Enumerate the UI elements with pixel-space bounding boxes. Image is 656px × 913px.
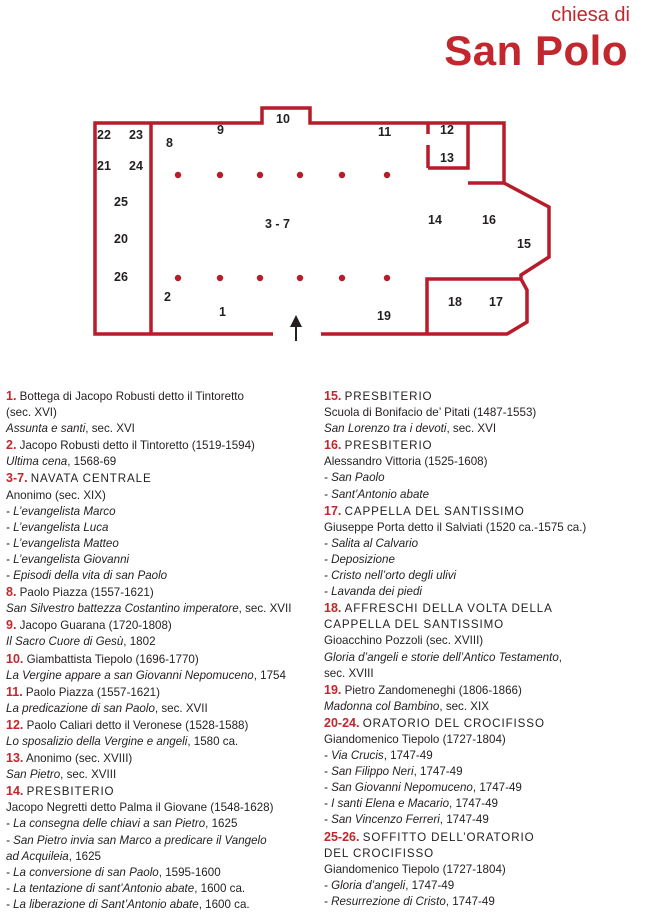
legend-line xyxy=(6,552,314,568)
legend-number: 12. xyxy=(6,717,24,732)
legend-line xyxy=(6,488,314,504)
legend-line xyxy=(6,701,314,717)
legend-text: - San Pietro invia san Marco a predicare il Vangelo xyxy=(6,833,267,847)
legend-heading: NAVATA CENTRALE xyxy=(30,472,152,486)
legend-number: 18. xyxy=(324,601,342,616)
legend-number: 11. xyxy=(6,684,23,699)
legend-text: - Sant’Antonio abate xyxy=(324,487,430,501)
legend-line xyxy=(6,865,314,881)
legend-text: Gioacchino Pozzoli (sec. XVIII) xyxy=(324,634,484,648)
legend-text: Madonna col Bambino xyxy=(324,699,440,713)
legend-heading: PRESBITERIO xyxy=(344,439,433,453)
legend-entry xyxy=(6,388,314,437)
legend-line xyxy=(324,633,654,649)
legend-number: 13. xyxy=(6,751,24,766)
legend-date: , 1600 ca. xyxy=(194,881,246,895)
legend-text: (sec. XVI) xyxy=(6,406,57,420)
legend-text: Ultima cena xyxy=(6,455,68,469)
legend-line xyxy=(324,829,654,846)
plan-label-19: 19 xyxy=(377,309,391,323)
legend-line xyxy=(324,764,654,780)
legend-line xyxy=(6,470,314,487)
chapel-17-18 xyxy=(427,279,521,334)
legend-line xyxy=(324,437,654,454)
legend-number: 19. xyxy=(324,682,342,697)
legend-date: , xyxy=(558,650,563,664)
legend-text: - Deposizione xyxy=(324,552,395,566)
legend-line xyxy=(6,767,314,783)
legend-date: , sec. XVII xyxy=(154,701,208,715)
legend-number: 16. xyxy=(324,438,342,453)
legend-line xyxy=(6,405,314,421)
legend-heading: DEL CROCIFISSO xyxy=(324,846,435,860)
legend-date: , 1747-49 xyxy=(383,749,433,763)
legend-line xyxy=(6,750,314,767)
legend-date: , 1747-49 xyxy=(439,813,489,827)
legend-text: Scuola di Bonifacio de’ Pitati (1487-1553) xyxy=(324,406,537,420)
legend-number: 14. xyxy=(6,784,24,799)
legend-number: 20-24. xyxy=(324,715,360,730)
legend-heading: CAPPELLA DEL SANTISSIMO xyxy=(324,618,505,632)
legend-right-column xyxy=(324,388,654,910)
legend-text: Paolo Piazza (1557-1621) xyxy=(19,586,154,600)
legend-line xyxy=(6,833,314,849)
legend-text: Alessandro Vittoria (1525-1608) xyxy=(324,455,488,469)
legend-line xyxy=(324,388,654,405)
legend-line xyxy=(6,634,314,650)
legend-entry xyxy=(6,651,314,684)
legend-line xyxy=(324,846,654,862)
legend-number: 17. xyxy=(324,503,342,518)
legend-entry xyxy=(6,717,314,750)
legend-text: - Via Crucis xyxy=(324,749,384,763)
legend-text: - L’evangelista Marco xyxy=(6,504,116,518)
legend-text: - San Paolo xyxy=(324,471,385,485)
legend-number: 15. xyxy=(324,389,342,403)
legend-line xyxy=(324,421,654,437)
legend-date: , 1600 ca. xyxy=(198,897,250,911)
legend-line xyxy=(324,487,654,503)
legend-entry xyxy=(6,584,314,617)
legend-entry xyxy=(6,470,314,584)
legend-date: , 1580 ca. xyxy=(187,734,239,748)
legend-entry xyxy=(324,503,654,601)
plan-label-23: 23 xyxy=(129,128,143,142)
legend-text: - Episodi della vita di san Paolo xyxy=(6,569,168,583)
legend-text: Paolo Caliari detto il Veronese (1528-1588) xyxy=(26,718,249,732)
legend-line xyxy=(6,897,314,913)
legend-date: , 1747-49 xyxy=(445,894,495,908)
legend-line xyxy=(6,881,314,897)
plan-label-1: 1 xyxy=(219,305,226,319)
legend-date: , 1747-49 xyxy=(449,797,499,811)
legend-line xyxy=(324,584,654,600)
plan-label-13: 13 xyxy=(440,151,454,165)
legend-line xyxy=(6,437,314,454)
legend-line xyxy=(324,600,654,617)
legend-line xyxy=(6,536,314,552)
legend-text: San Lorenzo tra i devoti xyxy=(324,422,447,436)
legend-line xyxy=(324,454,654,470)
legend-number: 9. xyxy=(6,618,17,633)
legend-date: , 1595-1600 xyxy=(158,865,221,879)
legend-line xyxy=(6,668,314,684)
legend-text: Giambattista Tiepolo (1696-1770) xyxy=(26,652,199,666)
plan-label-17: 17 xyxy=(489,295,503,309)
legend-date: , sec. XVII xyxy=(238,602,292,616)
legend-number: 10. xyxy=(6,651,24,666)
legend-heading: ORATORIO DEL CROCIFISSO xyxy=(362,716,545,730)
legend-entry xyxy=(6,750,314,783)
legend-text: La Vergine appare a san Giovanni Nepomuceno xyxy=(6,668,254,682)
legend-text: Pietro Zandomeneghi (1806-1866) xyxy=(344,683,522,697)
legend-line xyxy=(324,732,654,748)
legend-text: - Cristo nell’orto degli ulivi xyxy=(324,569,457,583)
legend-text: - La consegna delle chiavi a san Pietro xyxy=(6,817,206,831)
legend-line xyxy=(324,862,654,878)
legend-text: - Gloria d’angeli xyxy=(324,878,406,892)
legend-entry xyxy=(6,684,314,717)
legend-text: sec. XVIII xyxy=(324,666,374,680)
legend-line xyxy=(324,520,654,536)
legend-heading: PRESBITERIO xyxy=(344,390,433,403)
legend-text: Lo sposalizio della Vergine e angeli xyxy=(6,734,188,748)
legend-entry xyxy=(6,437,314,470)
legend-text: - I santi Elena e Macario xyxy=(324,797,450,811)
legend-number: 1. xyxy=(6,389,17,403)
legend-line xyxy=(324,682,654,699)
legend-entry xyxy=(324,829,654,910)
legend-date: , 1625 xyxy=(205,817,238,831)
legend-line xyxy=(324,650,654,666)
legend-text: - San Giovanni Nepomuceno xyxy=(324,781,473,795)
legend-date: , 1568-69 xyxy=(67,455,117,469)
legend-date: , 1754 xyxy=(253,668,286,682)
plan-label-15: 15 xyxy=(517,237,531,251)
legend-line xyxy=(6,568,314,584)
legend-line xyxy=(6,504,314,520)
legend-text: - La tentazione di sant’Antonio abate xyxy=(6,881,195,895)
legend-line xyxy=(324,748,654,764)
plan-label-21: 21 xyxy=(97,159,111,173)
legend-line xyxy=(324,405,654,421)
legend-date: , sec. XVIII xyxy=(60,768,117,782)
plan-label-24: 24 xyxy=(129,159,143,173)
legend-line xyxy=(324,699,654,715)
plan-label-22: 22 xyxy=(97,128,111,142)
legend-number: 2. xyxy=(6,438,17,453)
legend-text: Jacopo Guarana (1720-1808) xyxy=(19,619,172,633)
legend-text: - San Filippo Neri xyxy=(324,765,414,779)
legend-entry xyxy=(324,388,654,437)
legend-text: Jacopo Robusti detto il Tintoretto (1519-1594) xyxy=(19,439,255,453)
legend-line xyxy=(324,503,654,520)
plan-label-16: 16 xyxy=(482,213,496,227)
legend-heading: AFFRESCHI DELLA VOLTA DELLA xyxy=(344,602,553,616)
legend-line xyxy=(324,796,654,812)
legend-entry xyxy=(6,783,314,913)
page-title: San Polo xyxy=(444,27,628,74)
plan-label-10: 10 xyxy=(276,112,290,126)
plan-labels xyxy=(97,112,531,323)
legend-line xyxy=(324,536,654,552)
legend-line xyxy=(324,552,654,568)
legend-text: La predicazione di san Paolo xyxy=(6,701,155,715)
plan-label-18: 18 xyxy=(448,295,462,309)
legend-line xyxy=(324,894,654,910)
legend-line xyxy=(6,816,314,832)
legend-line xyxy=(6,421,314,437)
plan-label-9: 9 xyxy=(217,123,224,137)
legend-text: Giandomenico Tiepolo (1727-1804) xyxy=(324,862,506,876)
legend-date: , 1747-49 xyxy=(405,878,455,892)
legend-text: - Resurrezione di Cristo xyxy=(324,894,446,908)
legend-entry xyxy=(324,600,654,681)
legend-date: , 1747-49 xyxy=(413,765,463,779)
legend-text: - La liberazione di Sant’Antonio abate xyxy=(6,897,199,911)
legend-text: Anonimo (sec. XIX) xyxy=(6,488,106,502)
legend-text: Assunta e santi xyxy=(6,422,86,436)
legend-text: San Silvestro battezza Costantino imperatore xyxy=(6,602,239,616)
legend-heading: PRESBITERIO xyxy=(26,785,115,799)
plan-label-3-7: 3 - 7 xyxy=(265,217,291,231)
legend-entry xyxy=(324,682,654,715)
legend-entry xyxy=(6,617,314,650)
legend-date: , sec. XVI xyxy=(85,422,135,436)
legend-line xyxy=(324,617,654,633)
legend-line xyxy=(324,780,654,796)
legend-text: Anonimo (sec. XVIII) xyxy=(25,752,133,766)
legend-text: Gloria d’angeli e storie dell’Antico Testamento xyxy=(324,650,559,664)
legend-line xyxy=(6,717,314,734)
plan-label-8: 8 xyxy=(166,136,173,150)
legend-line xyxy=(6,684,314,701)
legend-text: - San Vincenzo Ferreri xyxy=(324,813,440,827)
legend-line xyxy=(324,715,654,732)
legend-line xyxy=(324,666,654,682)
legend-date: , sec. XIX xyxy=(439,699,489,713)
legend-line xyxy=(6,783,314,800)
legend-date: , sec. XVI xyxy=(446,422,497,436)
legend-line xyxy=(6,651,314,668)
legend-line xyxy=(6,800,314,816)
legend-line xyxy=(324,812,654,828)
legend-line xyxy=(6,849,314,865)
legend-line xyxy=(324,878,654,894)
legend-line xyxy=(6,520,314,536)
legend-text: - L’evangelista Giovanni xyxy=(6,552,130,566)
legend-heading: CAPPELLA DEL SANTISSIMO xyxy=(344,504,525,518)
legend-text: Giuseppe Porta detto il Salviati (1520 ca.-1575 ca.) xyxy=(324,520,587,534)
legend-text: - Lavanda dei piedi xyxy=(324,585,422,599)
legend-text: Giandomenico Tiepolo (1727-1804) xyxy=(324,732,506,746)
legend-text: San Pietro xyxy=(6,768,61,782)
plan-label-26: 26 xyxy=(114,270,128,284)
legend-date: , 1747-49 xyxy=(472,781,522,795)
legend-text: ad Acquileia xyxy=(6,849,69,863)
legend-line xyxy=(6,454,314,470)
legend-text: - L’evangelista Luca xyxy=(6,520,109,534)
plan-label-14: 14 xyxy=(428,213,442,227)
legend-line xyxy=(6,584,314,601)
legend-entry xyxy=(324,437,654,502)
legend-text: - L’evangelista Matteo xyxy=(6,536,119,550)
plan-label-25: 25 xyxy=(114,195,128,209)
legend-text: Bottega di Jacopo Robusti detto il Tintoretto xyxy=(19,390,244,403)
legend-line xyxy=(324,568,654,584)
legend-line xyxy=(6,388,314,405)
legend-text: - Salita al Calvario xyxy=(324,536,419,550)
plan-label-20: 20 xyxy=(114,232,128,246)
plan-label-2: 2 xyxy=(164,290,171,304)
legend-date: , 1625 xyxy=(68,849,101,863)
legend-heading: SOFFITTO DELL’ORATORIO xyxy=(362,830,535,844)
legend-number: 3-7. xyxy=(6,471,28,486)
legend-number: 8. xyxy=(6,585,17,600)
header-subtitle: chiesa di xyxy=(551,4,630,26)
legend-line xyxy=(6,601,314,617)
legend-text: Paolo Piazza (1557-1621) xyxy=(25,685,160,699)
legend-text: Il Sacro Cuore di Gesù xyxy=(6,635,124,649)
legend-number: 25-26. xyxy=(324,829,360,844)
plan-label-11: 11 xyxy=(378,125,392,139)
legend-line xyxy=(6,617,314,634)
legend-line xyxy=(324,470,654,486)
plan-label-12: 12 xyxy=(440,123,454,137)
legend-line xyxy=(6,734,314,750)
arrow-up-icon xyxy=(290,315,302,341)
floor-plan xyxy=(0,0,656,380)
legend-text: - La conversione di san Paolo xyxy=(6,865,159,879)
legend-text: Jacopo Negretti detto Palma il Giovane (1548-1628) xyxy=(6,801,274,815)
legend-left-column xyxy=(6,388,314,913)
legend-date: , 1802 xyxy=(123,635,156,649)
legend-entry xyxy=(324,715,654,829)
